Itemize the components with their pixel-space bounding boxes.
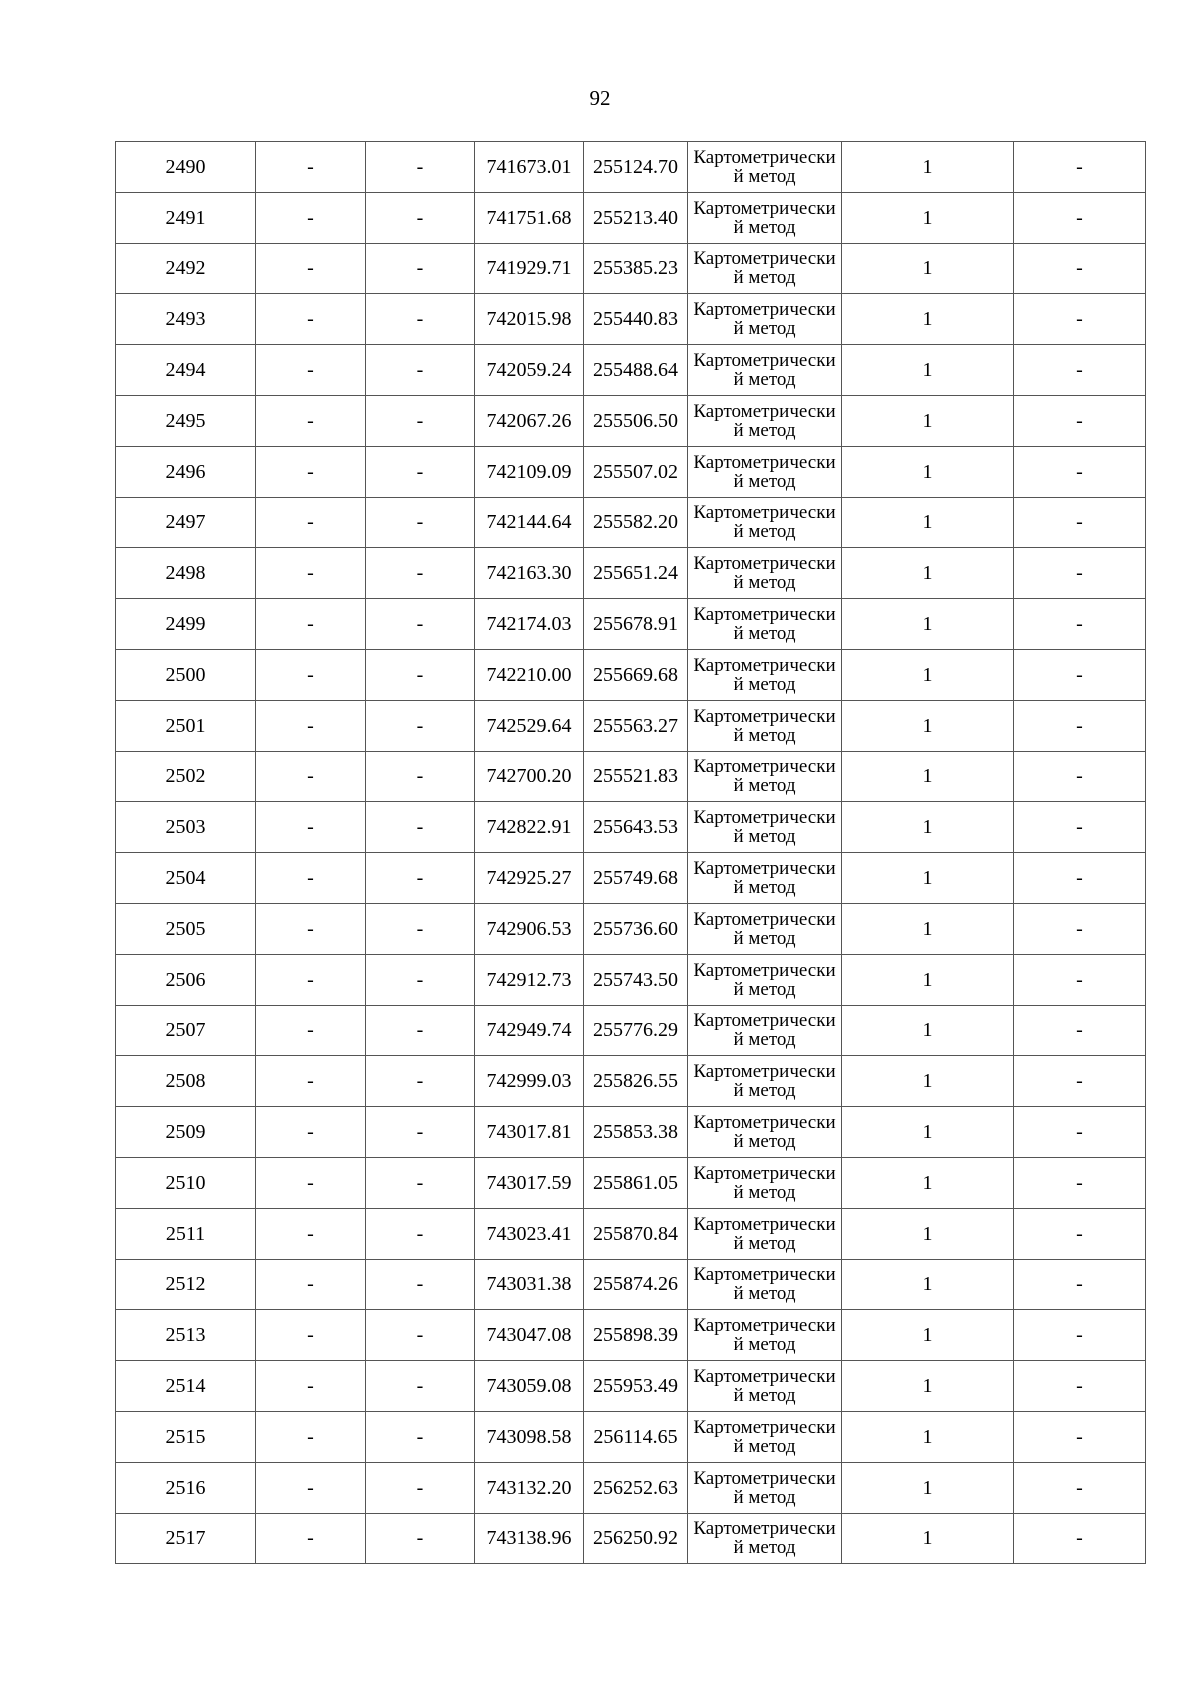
count-cell: 1 <box>842 1462 1014 1513</box>
method-cell: Картометрический метод <box>688 903 842 954</box>
x-coordinate-cell: 743138.96 <box>475 1513 584 1564</box>
table-row <box>116 1056 1146 1107</box>
x-coordinate-cell: 742174.03 <box>475 599 584 650</box>
dash-cell: - <box>256 243 366 294</box>
dash-cell: - <box>366 497 475 548</box>
dash-cell: - <box>256 1462 366 1513</box>
table-row <box>116 1310 1146 1361</box>
dash-cell: - <box>366 192 475 243</box>
count-cell: 1 <box>842 649 1014 700</box>
dash-cell: - <box>256 1361 366 1412</box>
y-coordinate-cell: 255521.83 <box>584 751 688 802</box>
x-coordinate-cell: 742163.30 <box>475 548 584 599</box>
dash-cell: - <box>1014 142 1146 193</box>
dash-cell: - <box>366 954 475 1005</box>
method-cell: Картометрический метод <box>688 751 842 802</box>
dash-cell: - <box>1014 751 1146 802</box>
table-body <box>116 142 1146 1564</box>
table-row <box>116 1157 1146 1208</box>
count-cell: 1 <box>842 497 1014 548</box>
method-cell: Картометрический метод <box>688 345 842 396</box>
dash-cell: - <box>256 1411 366 1462</box>
count-cell: 1 <box>842 192 1014 243</box>
dash-cell: - <box>1014 294 1146 345</box>
table-row <box>116 751 1146 802</box>
dash-cell: - <box>1014 1411 1146 1462</box>
dash-cell: - <box>1014 700 1146 751</box>
method-cell: Картометрический метод <box>688 446 842 497</box>
method-cell: Картометрический метод <box>688 1411 842 1462</box>
dash-cell: - <box>366 599 475 650</box>
count-cell: 1 <box>842 1361 1014 1412</box>
dash-cell: - <box>256 1259 366 1310</box>
method-cell: Картометрический метод <box>688 395 842 446</box>
method-cell: Картометрический метод <box>688 1259 842 1310</box>
dash-cell: - <box>1014 954 1146 1005</box>
x-coordinate-cell: 742700.20 <box>475 751 584 802</box>
x-coordinate-cell: 742822.91 <box>475 802 584 853</box>
dash-cell: - <box>366 345 475 396</box>
dash-cell: - <box>366 1513 475 1564</box>
table-row <box>116 243 1146 294</box>
point-number-cell: 2500 <box>116 649 256 700</box>
table-row <box>116 548 1146 599</box>
table-row <box>116 954 1146 1005</box>
y-coordinate-cell: 255488.64 <box>584 345 688 396</box>
x-coordinate-cell: 741929.71 <box>475 243 584 294</box>
y-coordinate-cell: 255861.05 <box>584 1157 688 1208</box>
point-number-cell: 2517 <box>116 1513 256 1564</box>
dash-cell: - <box>366 1310 475 1361</box>
y-coordinate-cell: 255874.26 <box>584 1259 688 1310</box>
table-row <box>116 1259 1146 1310</box>
dash-cell: - <box>1014 1208 1146 1259</box>
point-number-cell: 2490 <box>116 142 256 193</box>
dash-cell: - <box>366 1056 475 1107</box>
point-number-cell: 2491 <box>116 192 256 243</box>
point-number-cell: 2492 <box>116 243 256 294</box>
method-cell: Картометрический метод <box>688 1107 842 1158</box>
coordinates-table <box>115 141 1146 1564</box>
point-number-cell: 2495 <box>116 395 256 446</box>
x-coordinate-cell: 743017.59 <box>475 1157 584 1208</box>
dash-cell: - <box>256 853 366 904</box>
count-cell: 1 <box>842 446 1014 497</box>
y-coordinate-cell: 255124.70 <box>584 142 688 193</box>
dash-cell: - <box>366 395 475 446</box>
x-coordinate-cell: 742109.09 <box>475 446 584 497</box>
dash-cell: - <box>256 599 366 650</box>
x-coordinate-cell: 742015.98 <box>475 294 584 345</box>
table-row <box>116 802 1146 853</box>
method-cell: Картометрический метод <box>688 1056 842 1107</box>
table-row <box>116 1005 1146 1056</box>
dash-cell: - <box>1014 903 1146 954</box>
method-cell: Картометрический метод <box>688 548 842 599</box>
y-coordinate-cell: 255213.40 <box>584 192 688 243</box>
dash-cell: - <box>256 345 366 396</box>
count-cell: 1 <box>842 599 1014 650</box>
method-cell: Картометрический метод <box>688 649 842 700</box>
x-coordinate-cell: 742067.26 <box>475 395 584 446</box>
method-cell: Картометрический метод <box>688 192 842 243</box>
dash-cell: - <box>1014 1005 1146 1056</box>
point-number-cell: 2507 <box>116 1005 256 1056</box>
y-coordinate-cell: 255736.60 <box>584 903 688 954</box>
dash-cell: - <box>1014 1056 1146 1107</box>
table-row <box>116 497 1146 548</box>
dash-cell: - <box>256 1513 366 1564</box>
table-row <box>116 649 1146 700</box>
point-number-cell: 2513 <box>116 1310 256 1361</box>
dash-cell: - <box>256 1107 366 1158</box>
dash-cell: - <box>366 1411 475 1462</box>
method-cell: Картометрический метод <box>688 1310 842 1361</box>
dash-cell: - <box>1014 853 1146 904</box>
x-coordinate-cell: 743017.81 <box>475 1107 584 1158</box>
dash-cell: - <box>256 1056 366 1107</box>
x-coordinate-cell: 742906.53 <box>475 903 584 954</box>
dash-cell: - <box>256 1208 366 1259</box>
count-cell: 1 <box>842 142 1014 193</box>
x-coordinate-cell: 743098.58 <box>475 1411 584 1462</box>
x-coordinate-cell: 743132.20 <box>475 1462 584 1513</box>
point-number-cell: 2516 <box>116 1462 256 1513</box>
dash-cell: - <box>366 446 475 497</box>
dash-cell: - <box>256 192 366 243</box>
x-coordinate-cell: 742529.64 <box>475 700 584 751</box>
x-coordinate-cell: 743047.08 <box>475 1310 584 1361</box>
dash-cell: - <box>1014 1462 1146 1513</box>
point-number-cell: 2498 <box>116 548 256 599</box>
y-coordinate-cell: 256250.92 <box>584 1513 688 1564</box>
dash-cell: - <box>1014 395 1146 446</box>
x-coordinate-cell: 742949.74 <box>475 1005 584 1056</box>
x-coordinate-cell: 742912.73 <box>475 954 584 1005</box>
table-row <box>116 192 1146 243</box>
count-cell: 1 <box>842 395 1014 446</box>
dash-cell: - <box>366 1361 475 1412</box>
dash-cell: - <box>256 395 366 446</box>
y-coordinate-cell: 256252.63 <box>584 1462 688 1513</box>
dash-cell: - <box>366 243 475 294</box>
count-cell: 1 <box>842 802 1014 853</box>
count-cell: 1 <box>842 345 1014 396</box>
dash-cell: - <box>256 294 366 345</box>
dash-cell: - <box>366 1208 475 1259</box>
count-cell: 1 <box>842 700 1014 751</box>
y-coordinate-cell: 255582.20 <box>584 497 688 548</box>
point-number-cell: 2511 <box>116 1208 256 1259</box>
table-row <box>116 700 1146 751</box>
table-row <box>116 294 1146 345</box>
dash-cell: - <box>366 142 475 193</box>
count-cell: 1 <box>842 751 1014 802</box>
method-cell: Картометрический метод <box>688 243 842 294</box>
dash-cell: - <box>1014 1259 1146 1310</box>
dash-cell: - <box>1014 446 1146 497</box>
method-cell: Картометрический метод <box>688 700 842 751</box>
y-coordinate-cell: 255870.84 <box>584 1208 688 1259</box>
method-cell: Картометрический метод <box>688 954 842 1005</box>
y-coordinate-cell: 255749.68 <box>584 853 688 904</box>
count-cell: 1 <box>842 1411 1014 1462</box>
dash-cell: - <box>366 751 475 802</box>
dash-cell: - <box>366 548 475 599</box>
point-number-cell: 2496 <box>116 446 256 497</box>
point-number-cell: 2508 <box>116 1056 256 1107</box>
count-cell: 1 <box>842 1513 1014 1564</box>
dash-cell: - <box>366 1005 475 1056</box>
dash-cell: - <box>366 700 475 751</box>
x-coordinate-cell: 743059.08 <box>475 1361 584 1412</box>
x-coordinate-cell: 742210.00 <box>475 649 584 700</box>
dash-cell: - <box>1014 599 1146 650</box>
table-row <box>116 395 1146 446</box>
method-cell: Картометрический метод <box>688 1208 842 1259</box>
y-coordinate-cell: 255385.23 <box>584 243 688 294</box>
dash-cell: - <box>1014 802 1146 853</box>
point-number-cell: 2506 <box>116 954 256 1005</box>
table-row <box>116 1107 1146 1158</box>
dash-cell: - <box>1014 192 1146 243</box>
count-cell: 1 <box>842 1107 1014 1158</box>
point-number-cell: 2502 <box>116 751 256 802</box>
table-row <box>116 599 1146 650</box>
table-row <box>116 903 1146 954</box>
x-coordinate-cell: 742999.03 <box>475 1056 584 1107</box>
x-coordinate-cell: 741751.68 <box>475 192 584 243</box>
dash-cell: - <box>366 853 475 904</box>
dash-cell: - <box>366 802 475 853</box>
y-coordinate-cell: 255826.55 <box>584 1056 688 1107</box>
dash-cell: - <box>256 446 366 497</box>
dash-cell: - <box>1014 1310 1146 1361</box>
y-coordinate-cell: 255953.49 <box>584 1361 688 1412</box>
method-cell: Картометрический метод <box>688 802 842 853</box>
x-coordinate-cell: 742925.27 <box>475 853 584 904</box>
method-cell: Картометрический метод <box>688 1157 842 1208</box>
y-coordinate-cell: 255853.38 <box>584 1107 688 1158</box>
method-cell: Картометрический метод <box>688 497 842 548</box>
x-coordinate-cell: 743031.38 <box>475 1259 584 1310</box>
table-row <box>116 1361 1146 1412</box>
x-coordinate-cell: 743023.41 <box>475 1208 584 1259</box>
point-number-cell: 2499 <box>116 599 256 650</box>
dash-cell: - <box>256 802 366 853</box>
y-coordinate-cell: 256114.65 <box>584 1411 688 1462</box>
y-coordinate-cell: 255440.83 <box>584 294 688 345</box>
count-cell: 1 <box>842 1310 1014 1361</box>
count-cell: 1 <box>842 1208 1014 1259</box>
method-cell: Картометрический метод <box>688 1513 842 1564</box>
table-row <box>116 1208 1146 1259</box>
method-cell: Картометрический метод <box>688 142 842 193</box>
method-cell: Картометрический метод <box>688 599 842 650</box>
count-cell: 1 <box>842 243 1014 294</box>
dash-cell: - <box>1014 1157 1146 1208</box>
count-cell: 1 <box>842 1157 1014 1208</box>
table-row <box>116 345 1146 396</box>
point-number-cell: 2509 <box>116 1107 256 1158</box>
x-coordinate-cell: 742059.24 <box>475 345 584 396</box>
table-row <box>116 446 1146 497</box>
dash-cell: - <box>256 1310 366 1361</box>
point-number-cell: 2501 <box>116 700 256 751</box>
table-row <box>116 1513 1146 1564</box>
y-coordinate-cell: 255643.53 <box>584 802 688 853</box>
count-cell: 1 <box>842 903 1014 954</box>
y-coordinate-cell: 255678.91 <box>584 599 688 650</box>
point-number-cell: 2493 <box>116 294 256 345</box>
dash-cell: - <box>256 497 366 548</box>
count-cell: 1 <box>842 548 1014 599</box>
table-row <box>116 142 1146 193</box>
dash-cell: - <box>366 649 475 700</box>
method-cell: Картометрический метод <box>688 853 842 904</box>
dash-cell: - <box>366 1157 475 1208</box>
point-number-cell: 2505 <box>116 903 256 954</box>
dash-cell: - <box>256 903 366 954</box>
method-cell: Картометрический метод <box>688 1462 842 1513</box>
point-number-cell: 2494 <box>116 345 256 396</box>
dash-cell: - <box>256 142 366 193</box>
method-cell: Картометрический метод <box>688 1005 842 1056</box>
method-cell: Картометрический метод <box>688 1361 842 1412</box>
dash-cell: - <box>366 903 475 954</box>
x-coordinate-cell: 742144.64 <box>475 497 584 548</box>
dash-cell: - <box>256 548 366 599</box>
table-row <box>116 1462 1146 1513</box>
dash-cell: - <box>256 954 366 1005</box>
point-number-cell: 2515 <box>116 1411 256 1462</box>
count-cell: 1 <box>842 1259 1014 1310</box>
dash-cell: - <box>1014 1513 1146 1564</box>
dash-cell: - <box>1014 1361 1146 1412</box>
y-coordinate-cell: 255776.29 <box>584 1005 688 1056</box>
method-cell: Картометрический метод <box>688 294 842 345</box>
dash-cell: - <box>366 1107 475 1158</box>
point-number-cell: 2514 <box>116 1361 256 1412</box>
dash-cell: - <box>1014 649 1146 700</box>
count-cell: 1 <box>842 1056 1014 1107</box>
point-number-cell: 2497 <box>116 497 256 548</box>
count-cell: 1 <box>842 294 1014 345</box>
table-row <box>116 1411 1146 1462</box>
y-coordinate-cell: 255563.27 <box>584 700 688 751</box>
point-number-cell: 2504 <box>116 853 256 904</box>
count-cell: 1 <box>842 853 1014 904</box>
dash-cell: - <box>1014 1107 1146 1158</box>
count-cell: 1 <box>842 954 1014 1005</box>
y-coordinate-cell: 255669.68 <box>584 649 688 700</box>
y-coordinate-cell: 255743.50 <box>584 954 688 1005</box>
dash-cell: - <box>366 294 475 345</box>
x-coordinate-cell: 741673.01 <box>475 142 584 193</box>
dash-cell: - <box>1014 345 1146 396</box>
dash-cell: - <box>256 1157 366 1208</box>
page-number: 92 <box>589 86 611 110</box>
y-coordinate-cell: 255507.02 <box>584 446 688 497</box>
dash-cell: - <box>256 751 366 802</box>
table-row <box>116 853 1146 904</box>
count-cell: 1 <box>842 1005 1014 1056</box>
dash-cell: - <box>366 1462 475 1513</box>
y-coordinate-cell: 255651.24 <box>584 548 688 599</box>
y-coordinate-cell: 255898.39 <box>584 1310 688 1361</box>
point-number-cell: 2512 <box>116 1259 256 1310</box>
dash-cell: - <box>1014 548 1146 599</box>
dash-cell: - <box>256 649 366 700</box>
dash-cell: - <box>256 700 366 751</box>
dash-cell: - <box>1014 497 1146 548</box>
dash-cell: - <box>1014 243 1146 294</box>
point-number-cell: 2510 <box>116 1157 256 1208</box>
dash-cell: - <box>366 1259 475 1310</box>
dash-cell: - <box>256 1005 366 1056</box>
point-number-cell: 2503 <box>116 802 256 853</box>
y-coordinate-cell: 255506.50 <box>584 395 688 446</box>
